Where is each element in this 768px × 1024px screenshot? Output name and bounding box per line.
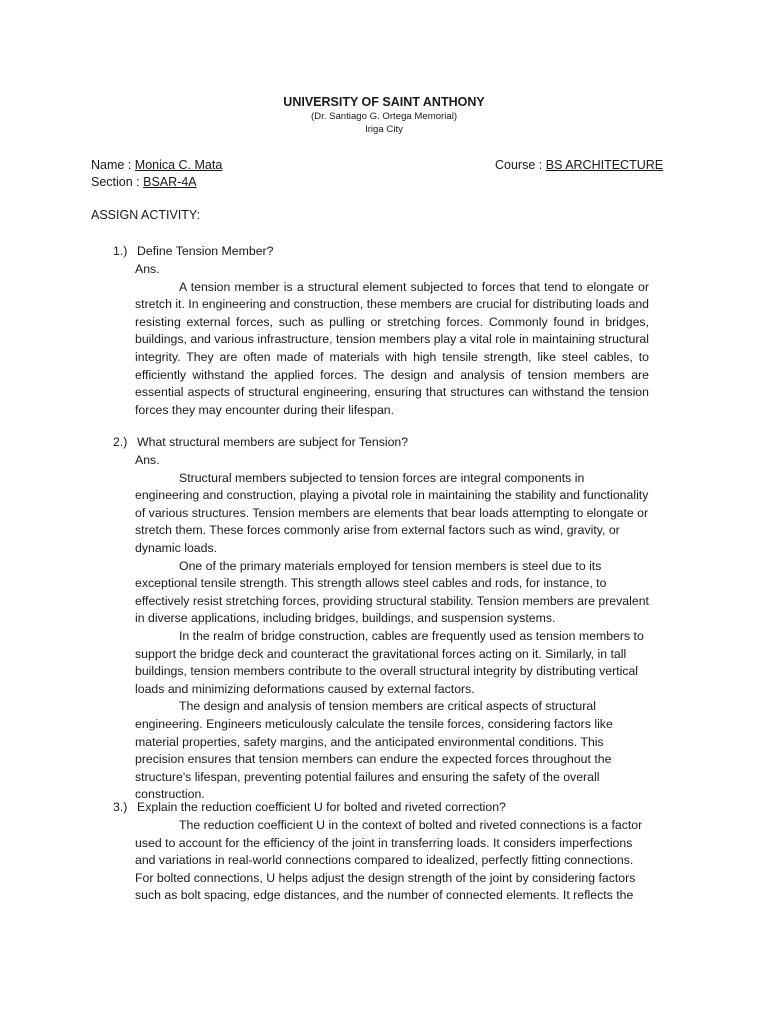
student-section: BSAR-4A [143, 175, 197, 189]
answer-label: Ans. [135, 262, 160, 276]
answer-paragraph: One of the primary materials employed for tension members is steel due to its exceptional tensile strength. This strength allows steel cables and rods, for instance, to effectively resist stretching forces, providing structural stability. Tension members are prevalent in diverse applications, including bridges, buildings, and suspension systems. [135, 558, 649, 626]
city-line: Iriga City [365, 124, 403, 135]
course-label: Course : [495, 158, 543, 172]
answer-3 [135, 817, 649, 905]
question-text: What structural members are subject for Tension? [137, 435, 409, 449]
answer-2 [135, 452, 649, 804]
name-label: Name : [91, 158, 132, 172]
question-text: Define Tension Member? [137, 244, 274, 258]
answer-paragraph: A tension member is a structural element subjected to forces that tend to elongate or stretch it. In engineering and construction, these members are crucial for distributing loads and resisting external forces, such as pulling or stretching forces. Commonly found in bridges, buildings, and various infrastructure, tension members play a vital role in maintaining structural integrity. They are often made of materials with high tensile strength, like steel cables, to efficiently withstand the applied forces. The design and analysis of tension members are essential aspects of structural engineering, ensuring that structures can withstand the tension forces they may encounter during their lifespan. [135, 279, 650, 417]
question-1 [113, 243, 653, 261]
question-2 [113, 434, 653, 452]
name-field [91, 157, 222, 174]
question-text: Explain the reduction coefficient U for bolted and riveted correction? [137, 800, 506, 814]
question-3 [113, 799, 653, 817]
question-number: 1.) [113, 244, 128, 258]
answer-paragraph: Structural members subjected to tension forces are integral components in engineering and construction, playing a pivotal role in maintaining the stability and functionality of various structures. Tension members are elements that bear loads attempting to elongate or stretch them. These forces commonly arise from external factors such as wind, gravity, or dynamic loads. [135, 470, 649, 555]
question-number: 3.) [113, 800, 128, 814]
memorial-line: (Dr. Santiago G. Ortega Memorial) [310, 111, 458, 122]
question-number: 2.) [113, 435, 128, 449]
answer-1 [135, 261, 649, 419]
answer-label: Ans. [135, 453, 160, 467]
answer-paragraph: In the realm of bridge construction, cables are frequently used as tension members to support the bridge deck and counteract the gravitational forces acting on it. Similarly, in tall buildings, tension members contribute to the overall structural integrity by distributing vertical loads and minimizing deformations caused by external factors. [135, 628, 644, 696]
document-header [0, 94, 768, 136]
answer-paragraph: The design and analysis of tension members are critical aspects of structural engineering. Engineers meticulously calculate the tensile forces, considering factors like material properties, safety margins, and the anticipated environmental conditions. This precision ensures that tension members can endure the expected forces throughout the structure's lifespan, preventing potential failures and ensuring the safety of the overall construction. [135, 699, 613, 802]
section-field [91, 174, 197, 191]
assign-activity-title: ASSIGN ACTIVITY: [91, 208, 201, 222]
section-label: Section : [91, 175, 140, 189]
answer-paragraph: The reduction coefficient U in the context of bolted and riveted connections is a factor used to account for the efficiency of the joint in transferring loads. It considers imperfections and variations in real-world connections compared to idealized, perfectly fitting connections. For bolted connections, U helps adjust the design strength of the joint by considering factors such as bolt spacing, edge distances, and the number of connected elements. It reflects the [135, 818, 643, 903]
student-course: BS ARCHITECTURE [545, 158, 664, 172]
university-name: UNIVERSITY OF SAINT ANTHONY [283, 95, 485, 109]
student-name: Monica C. Mata [134, 158, 223, 172]
course-field [495, 157, 663, 174]
